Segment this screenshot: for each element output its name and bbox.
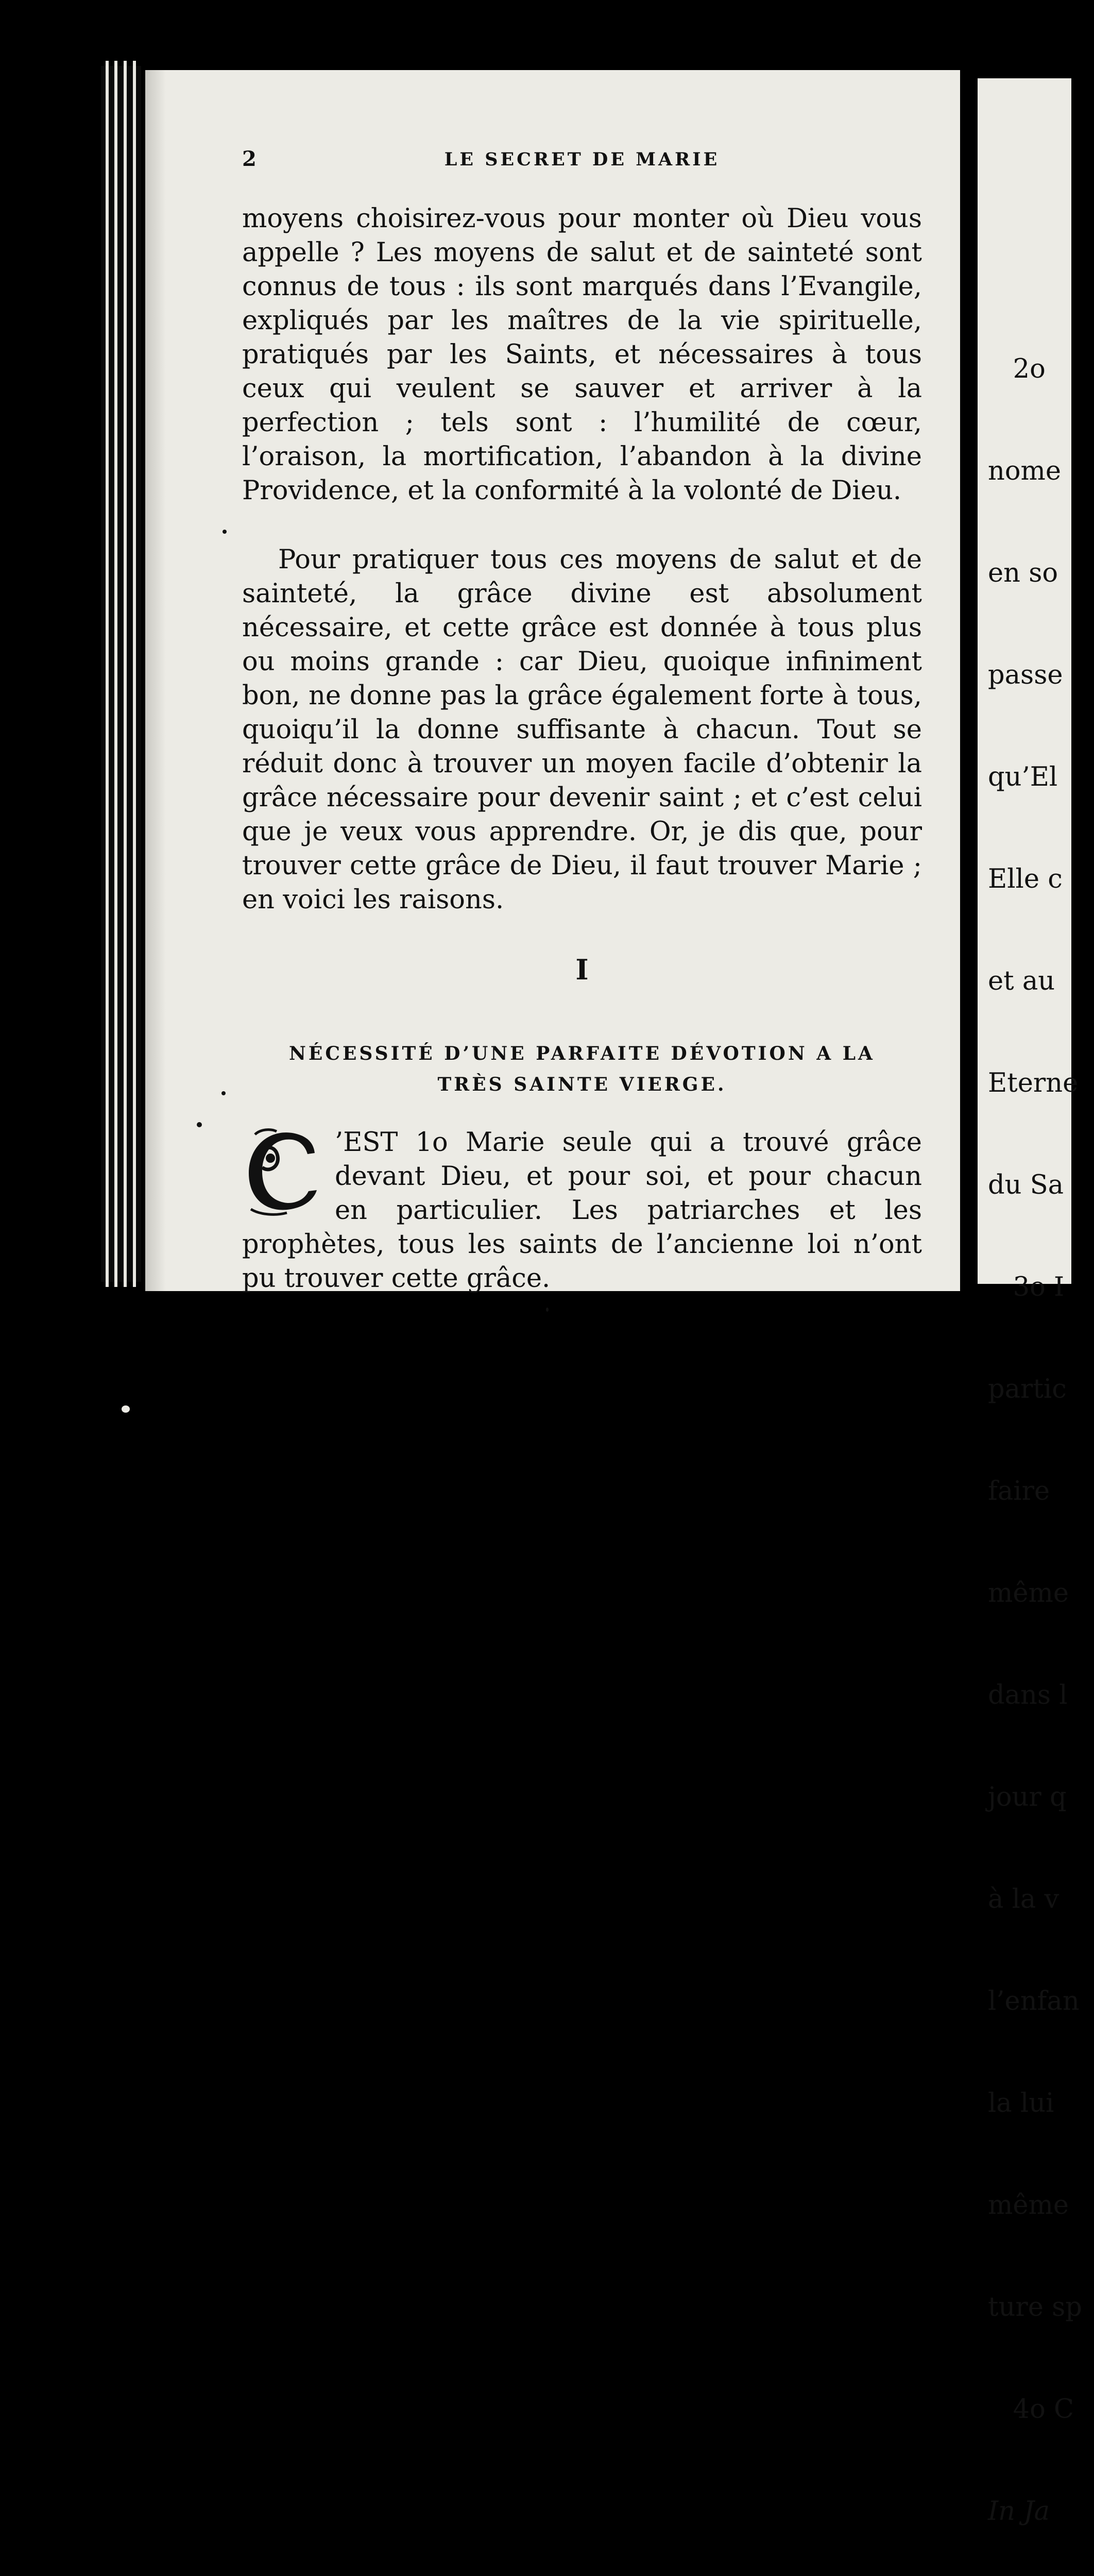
- facing-page-text: [988, 284, 1094, 2576]
- facing-line: partic: [988, 1374, 1067, 1404]
- drop-cap: [240, 1124, 327, 1217]
- facing-line: à la v: [988, 1884, 1059, 1914]
- facing-line: dans l: [988, 1680, 1068, 1710]
- page-header: [242, 147, 922, 173]
- page-number: 2: [242, 147, 257, 171]
- scan-speck: [223, 530, 227, 534]
- facing-line: même: [988, 2190, 1069, 2221]
- paragraph: moyens choisirez-vous pour monter où Dieu vous appelle ? Les moyens de salut et de sainteté sont connus de tous : ils sont marqués dans l’Evangile, expliqués par les maîtres de la vie spirituelle, pratiqués par les Saints, et nécessaires à tous ceux qui veulent se sauver et arriver à la perfection ; tels sont : l’humilité de cœur, l’oraison, la mortification, l’abandon à la divine Providence, et la conformité à la volonté de Dieu.: [242, 204, 922, 506]
- facing-line: Eterne: [988, 1068, 1079, 1098]
- scan-speck: [546, 1308, 549, 1312]
- facing-line: Elle c: [988, 864, 1063, 894]
- scan-speck: [197, 1122, 202, 1127]
- facing-line: en so: [988, 558, 1058, 588]
- facing-line: ture sp: [988, 2292, 1082, 2323]
- facing-line: In Ja: [988, 2496, 1050, 2527]
- text-line: ’EST 1o Marie seule qui a trouvé grâce: [335, 1127, 922, 1158]
- facing-line: la lui: [988, 2088, 1054, 2119]
- facing-line: 2o: [988, 354, 1046, 384]
- section-title-line: TRÈS SAINTE VIERGE.: [437, 1074, 727, 1095]
- page-edge: [124, 61, 127, 1287]
- scan-speck: [221, 1091, 226, 1095]
- facing-line: faire: [988, 1476, 1050, 1506]
- facing-line: nome: [988, 456, 1062, 486]
- facing-line: jour q: [988, 1782, 1067, 1812]
- section-title-line: NÉCESSITÉ D’UNE PARFAITE DÉVOTION A LA: [288, 1043, 875, 1064]
- page-edge: [114, 61, 117, 1287]
- ornamental-c-icon: [240, 1124, 327, 1217]
- facing-line: 3o I: [988, 1272, 1065, 1302]
- running-head: LE SECRET DE MARIE: [444, 149, 720, 170]
- scan-speck: [122, 1405, 130, 1413]
- page-edge: [133, 61, 136, 1287]
- gutter-shadow: [145, 70, 166, 1291]
- paragraph-opening: [335, 1126, 922, 1228]
- text-line: en particulier. Les patriarches et les: [335, 1195, 922, 1226]
- paragraph: prophètes, tous les saints de l’ancienne loi n’ont pu trouver cette grâce.: [242, 1229, 922, 1294]
- facing-line: 4o C: [988, 2394, 1074, 2425]
- right-page: [978, 78, 1082, 2527]
- facing-line: passe: [988, 660, 1063, 690]
- facing-line: qu’El: [988, 762, 1058, 792]
- page-edge: [106, 61, 109, 1287]
- paragraph: Pour pratiquer tous ces moyens de salut et de sainteté, la grâce divine est absolument nécessaire, et cette grâce est donnée à tous plus ou moins grande : car Dieu, quoique infiniment bon, ne donne pas la grâce également forte à tous, quoiqu’il la donne suffisante à chacun. Tout se réduit donc à trouver un moyen facile d’obtenir la grâce nécessaire pour devenir saint ; et c’est celui que je veux vous apprendre. Or, je dis que, pour trouver cette grâce de Dieu, il faut trouver Marie ; en voici les raisons.: [242, 545, 922, 915]
- facing-line: même: [988, 1578, 1069, 1608]
- section-number: I: [575, 953, 589, 986]
- facing-line: et au: [988, 966, 1055, 996]
- section-title: [242, 1038, 922, 1100]
- facing-line: l’enfan: [988, 1986, 1080, 2016]
- facing-line: du Sa: [988, 1170, 1064, 1200]
- text-line: devant Dieu, et pour soi, et pour chacun: [335, 1161, 922, 1192]
